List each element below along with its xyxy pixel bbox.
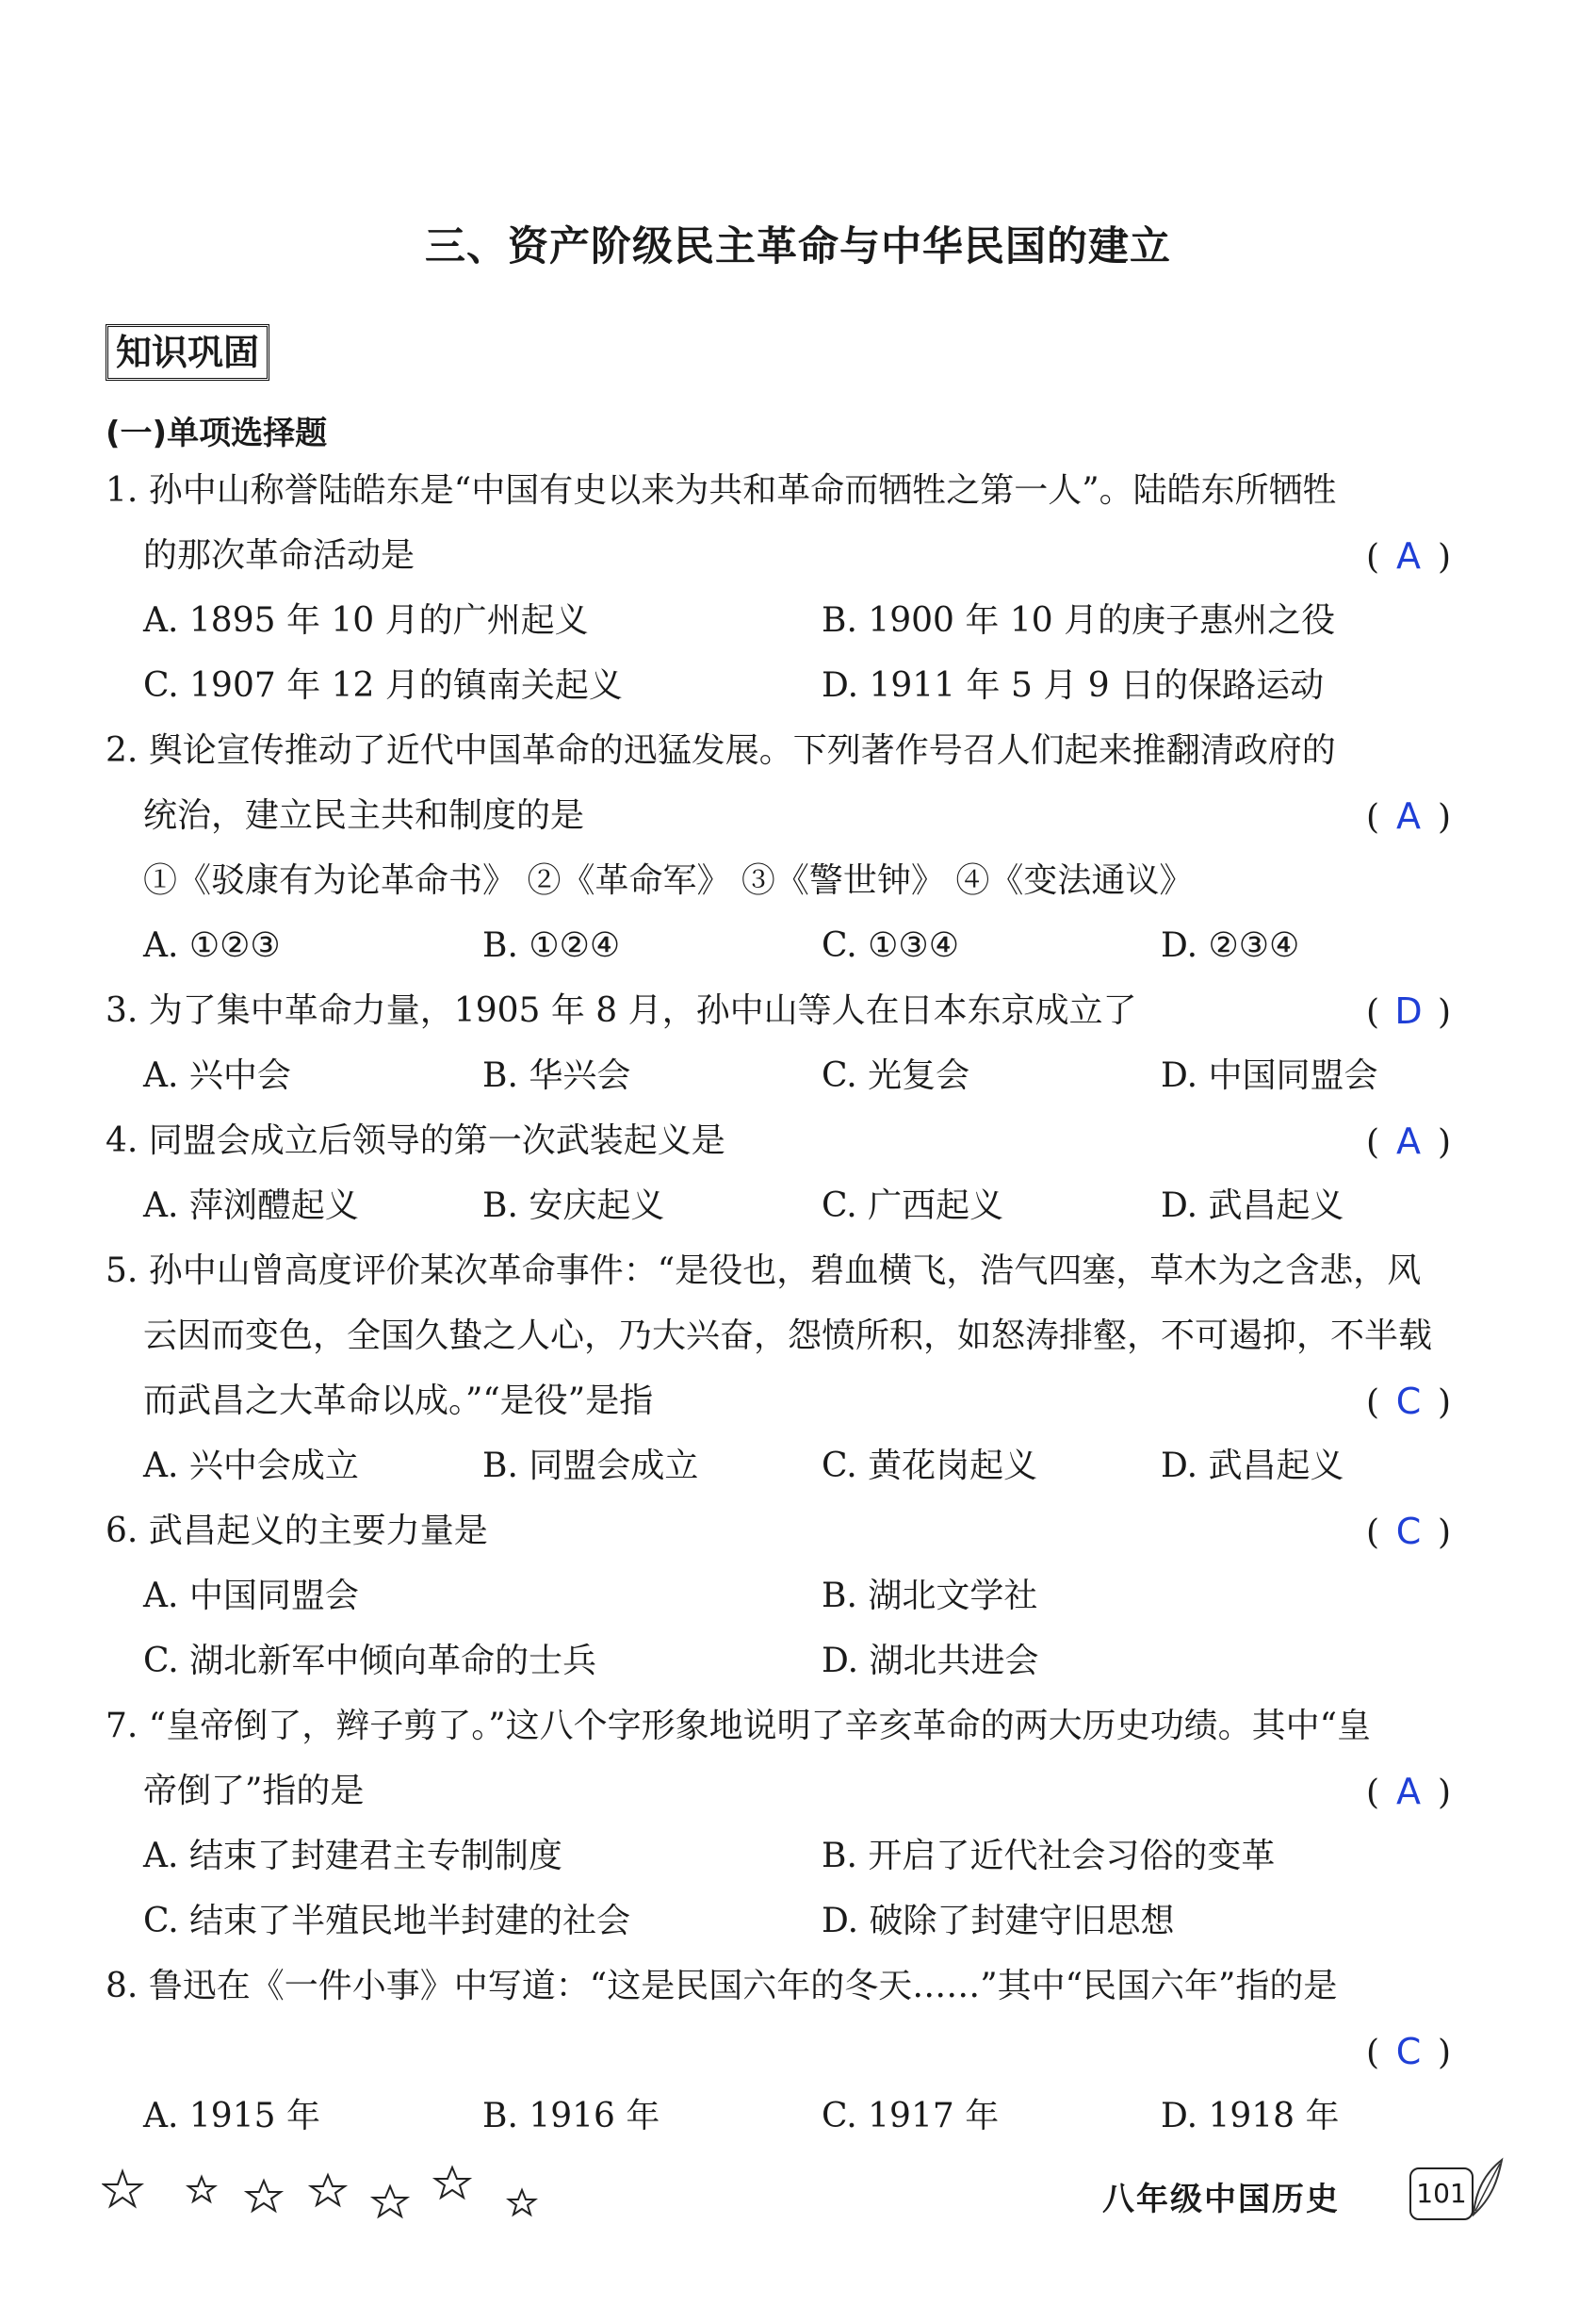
option-d: D. 破除了封建守旧思想 <box>822 1902 1175 1940</box>
option-b: B. 华兴会 <box>482 1056 631 1095</box>
option-d: D. 1911 年 5 月 9 日的保路运动 <box>822 666 1325 705</box>
section-label: 知识巩固 <box>106 324 269 381</box>
question-8-line-1: 8. 鲁迅在《一件小事》中写道：“这是民国六年的冬天……”其中“民国六年”指的是 <box>106 1967 1338 2005</box>
option-c: C. 结束了半殖民地半封建的社会 <box>143 1902 631 1940</box>
answer-letter: D <box>1394 990 1423 1032</box>
answer-letter: A <box>1396 1120 1422 1162</box>
option-b: B. 湖北文学社 <box>822 1577 1038 1615</box>
option-a: A. 兴中会 <box>143 1056 291 1095</box>
question-7-answer: ( A ) <box>1366 1771 1452 1812</box>
question-2-line-1: 2. 舆论宣传推动了近代中国革命的迅猛发展。下列著作号召人们起来推翻清政府的 <box>106 731 1336 770</box>
question-5-line-1: 5. 孙中山曾高度评价某次革命事件：“是役也，碧血横飞，浩气四塞，草木为之含悲，风 <box>106 1251 1422 1290</box>
answer-letter: C <box>1395 1511 1422 1552</box>
answer-letter: A <box>1396 1771 1422 1812</box>
option-a: A. 结束了封建君主专制制度 <box>143 1837 562 1875</box>
question-5-answer: ( C ) <box>1366 1381 1452 1422</box>
option-c: C. 1907 年 12 月的镇南关起义 <box>143 666 623 705</box>
question-1-answer: ( A ) <box>1366 535 1452 577</box>
question-8-answer: ( C ) <box>1366 2031 1452 2072</box>
answer-letter: C <box>1395 1381 1422 1422</box>
option-d: D. 武昌起义 <box>1161 1447 1344 1485</box>
question-2-line-2: 统治，建立民主共和制度的是 <box>143 796 585 835</box>
option-b: B. 1916 年 <box>482 2097 660 2135</box>
answer-letter: C <box>1395 2031 1422 2072</box>
option-b: B. 同盟会成立 <box>482 1447 699 1485</box>
question-1-line-2: 的那次革命活动是 <box>143 536 415 575</box>
question-6-answer: ( C ) <box>1366 1511 1452 1552</box>
page-number: 101 <box>1409 2167 1474 2220</box>
option-b: B. 开启了近代社会习俗的变革 <box>822 1837 1276 1875</box>
answer-letter: A <box>1396 795 1422 837</box>
question-3-line-1: 3. 为了集中革命力量，1905 年 8 月，孙中山等人在日本东京成立了 <box>106 991 1137 1030</box>
option-d: D. 1918 年 <box>1161 2097 1340 2135</box>
answer-letter: A <box>1396 535 1422 577</box>
option-c: C. 广西起义 <box>822 1186 1004 1225</box>
question-7-line-2: 帝倒了”指的是 <box>143 1772 365 1810</box>
question-6-line-1: 6. 武昌起义的主要力量是 <box>106 1512 488 1550</box>
question-1-line-1: 1. 孙中山称誉陆皓东是“中国有史以来为共和革命而牺牲之第一人”。陆皓东所牺牲 <box>106 471 1337 510</box>
question-5-line-3: 而武昌之大革命以成。”“是役”是指 <box>143 1382 654 1420</box>
option-a: A. 1895 年 10 月的广州起义 <box>143 601 589 640</box>
option-a: A. 萍浏醴起义 <box>143 1186 359 1225</box>
leaf-ornament-icon <box>1466 2154 1507 2220</box>
question-7-line-1: 7. “皇帝倒了，辫子剪了。”这八个字形象地说明了辛亥革命的两大历史功绩。其中“皇 <box>106 1707 1372 1745</box>
option-d: D. 湖北共进会 <box>822 1642 1039 1680</box>
option-c: C. 湖北新军中倾向革命的士兵 <box>143 1642 597 1680</box>
option-c: C. ①③④ <box>822 926 959 965</box>
option-d: D. 武昌起义 <box>1161 1186 1344 1225</box>
option-c: C. 黄花岗起义 <box>822 1447 1038 1485</box>
book-title: 八年级中国历史 <box>1102 2181 1340 2218</box>
question-3-answer: ( D ) <box>1366 990 1452 1032</box>
option-a: A. 兴中会成立 <box>143 1447 359 1485</box>
option-d: D. 中国同盟会 <box>1161 1056 1378 1095</box>
option-a: A. 中国同盟会 <box>143 1577 359 1615</box>
option-a: A. 1915 年 <box>143 2097 320 2135</box>
option-d: D. ②③④ <box>1161 926 1300 965</box>
decorative-stars-icon <box>102 2158 554 2233</box>
question-2-line-3: ①《驳康有为论革命书》 ②《革命军》 ③《警世钟》 ④《变法通议》 <box>143 861 1194 900</box>
question-4-line-1: 4. 同盟会成立后领导的第一次武装起义是 <box>106 1121 725 1160</box>
question-5-line-2: 云因而变色，全国久蛰之人心，乃大兴奋，怨愤所积，如怒涛排壑，不可遏抑，不半载 <box>143 1316 1433 1355</box>
option-b: B. 安庆起义 <box>482 1186 665 1225</box>
option-c: C. 光复会 <box>822 1056 970 1095</box>
subsection-label: (一)单项选择题 <box>106 415 328 452</box>
option-b: B. ①②④ <box>482 926 621 965</box>
question-2-answer: ( A ) <box>1366 795 1452 837</box>
option-a: A. ①②③ <box>143 926 281 965</box>
question-4-answer: ( A ) <box>1366 1120 1452 1162</box>
option-c: C. 1917 年 <box>822 2097 1000 2135</box>
option-b: B. 1900 年 10 月的庚子惠州之役 <box>822 601 1336 640</box>
page-title: 三、资产阶级民主革命与中华民国的建立 <box>425 223 1171 270</box>
